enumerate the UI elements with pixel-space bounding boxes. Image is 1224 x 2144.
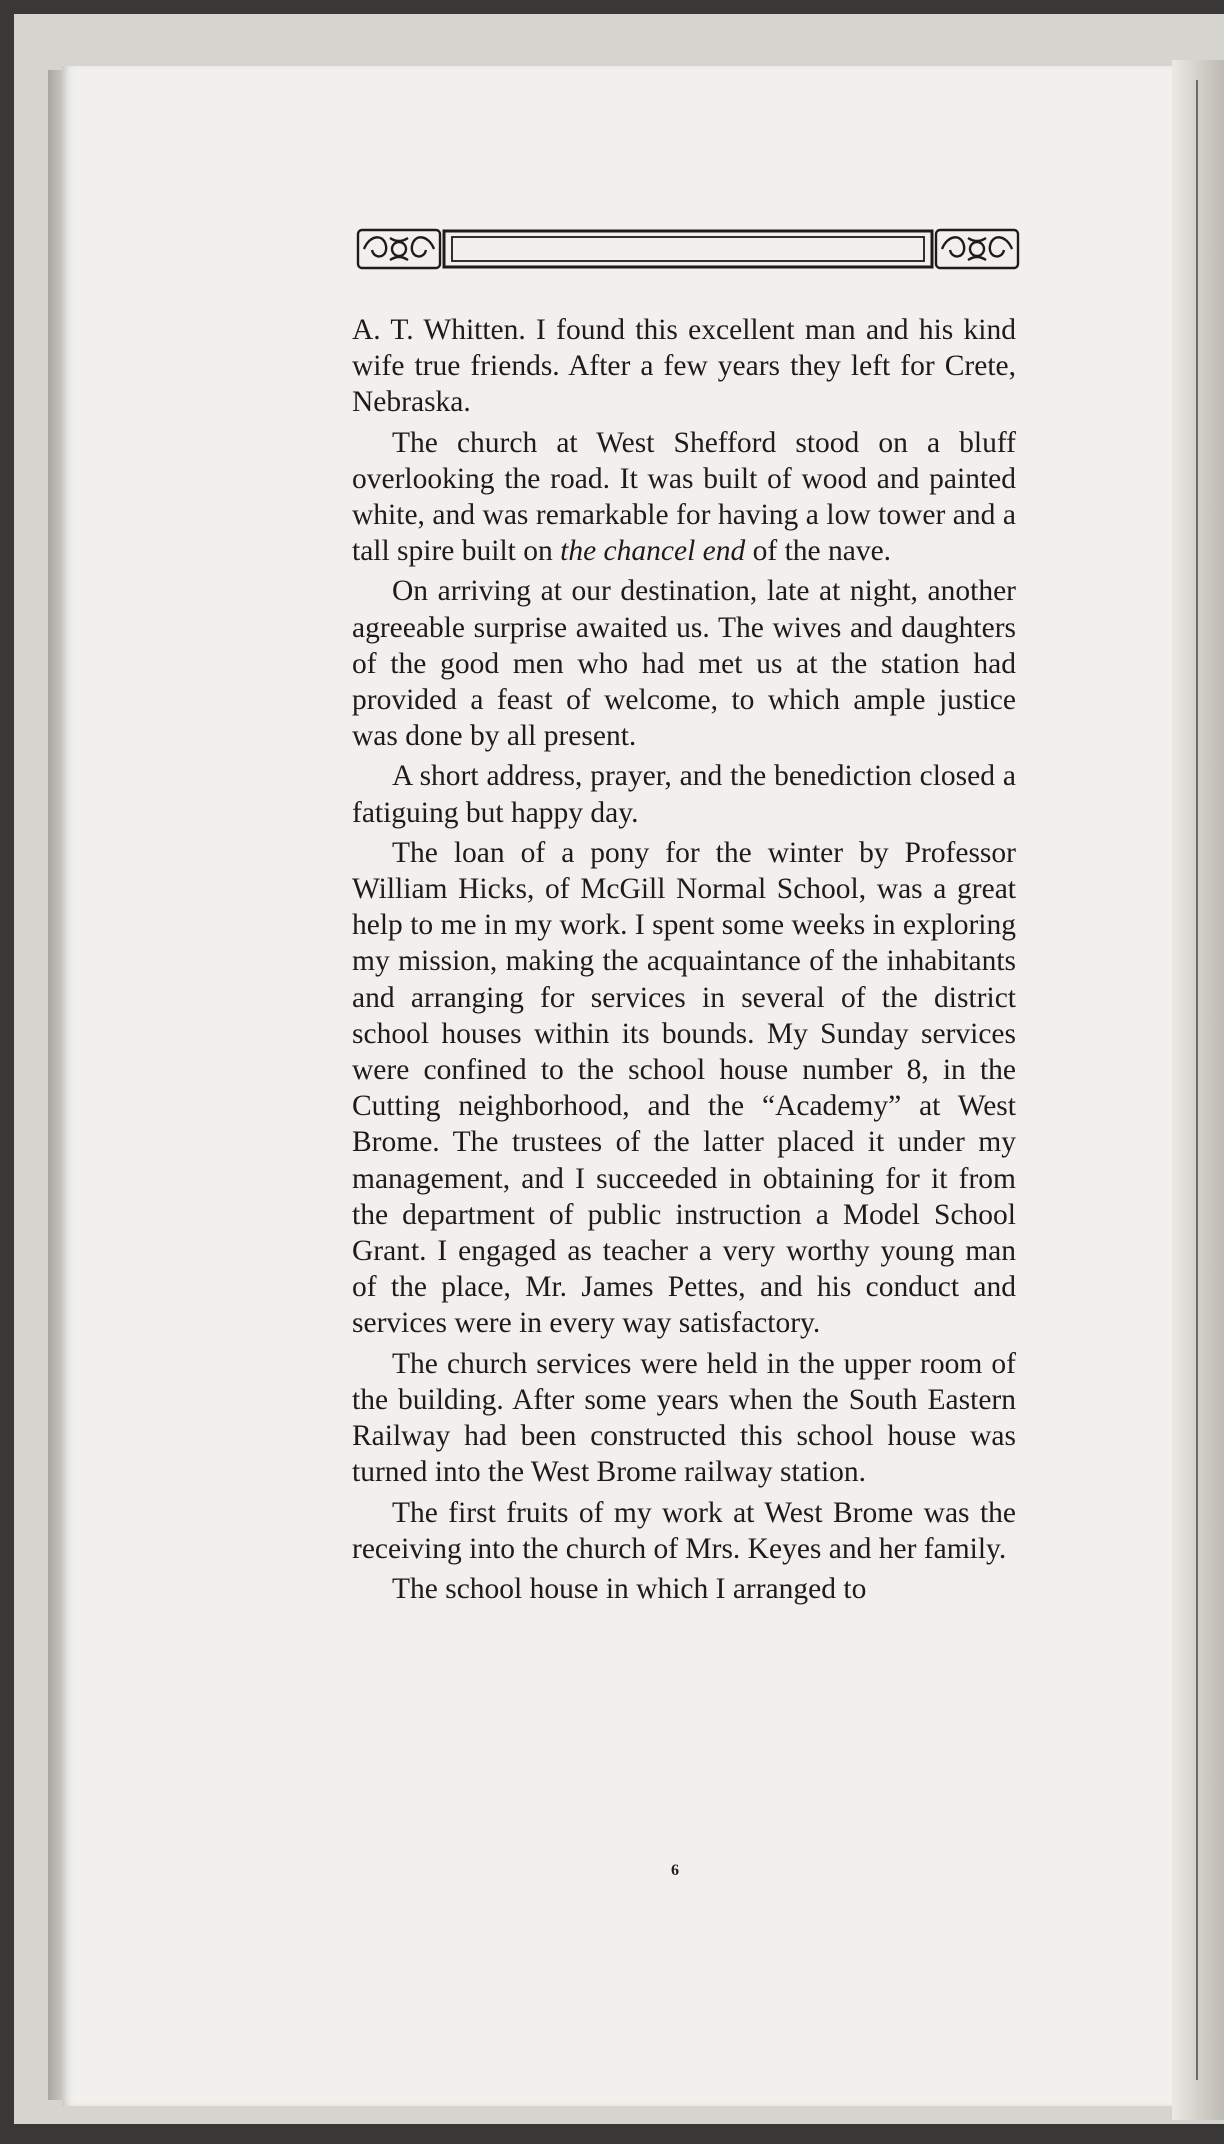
- paragraph-6: [352, 1346, 1016, 1491]
- body-text: [352, 312, 1016, 1607]
- ornament-right-scroll: [936, 230, 1018, 268]
- paragraph-text: of the nave.: [745, 535, 892, 568]
- paragraph-3: [352, 573, 1016, 754]
- italic-phrase: the chancel end: [560, 535, 746, 568]
- paragraph-7: [352, 1495, 1016, 1567]
- paragraph-text: The loan of a pony for the winter by Professor William Hicks, of McGill Normal School, was a great help to me in my work. I spent some weeks in exploring my mission, making the acquaintance of the inhabitants and arranging for services in several of the district school houses within its bounds. My Sunday services were confined to the school house number 8, in the Cutting neighborhood, and the “Academy” at West Brome. The trustees of the latter placed it under my management, and I succeeded in obtaining for it from the department of public instruction a Model School Grant. I engaged as teacher a very worthy young man of the place, Mr. James Pettes, and his conduct and services were in every way satisfactory.: [352, 836, 1016, 1340]
- paragraph-text: A short address, prayer, and the benediction closed a fatiguing but happy day.: [352, 760, 1016, 829]
- page-right-edge: [1172, 60, 1224, 2120]
- ornament-center-bar: [444, 231, 932, 267]
- paragraph-text: A. T. Whitten. I found this excellent man and his kind wife true friends. After a few years they left for Crete, Nebraska.: [352, 314, 1016, 419]
- paragraph-text: The church at West Shefford stood on a bluff overlooking the road. It was built of wood and painted white, and was remarkable for having a low tower and a tall spire built on: [352, 426, 1016, 568]
- paragraph-text: The school house in which I arranged to: [392, 1572, 867, 1605]
- binding-line: [1196, 80, 1198, 2080]
- paragraph-text: On arriving at our destination, late at night, another agreeable surprise awaited us. The wives and daughters of the good men who had met us at the station had provided a feast of welcome, to which ample justice was done by all present.: [352, 575, 1016, 753]
- paragraph-8: [352, 1571, 1016, 1607]
- paragraph-2: [352, 425, 1016, 570]
- paragraph-text: The church services were held in the upper room of the building. After some years when the South Eastern Railway had been constructed this school house was turned into the West Brome railway station.: [352, 1347, 1016, 1489]
- page-number: 6: [671, 1862, 679, 1879]
- ornament-left-scroll: [358, 230, 440, 268]
- paragraph-text: The first fruits of my work at West Brome was the receiving into the church of Mrs. Keyes and her family.: [352, 1496, 1016, 1565]
- paragraph-4: [352, 758, 1016, 830]
- header-ornament: [356, 226, 1020, 272]
- paragraph-5: [352, 835, 1016, 1342]
- paragraph-1: [352, 312, 1016, 421]
